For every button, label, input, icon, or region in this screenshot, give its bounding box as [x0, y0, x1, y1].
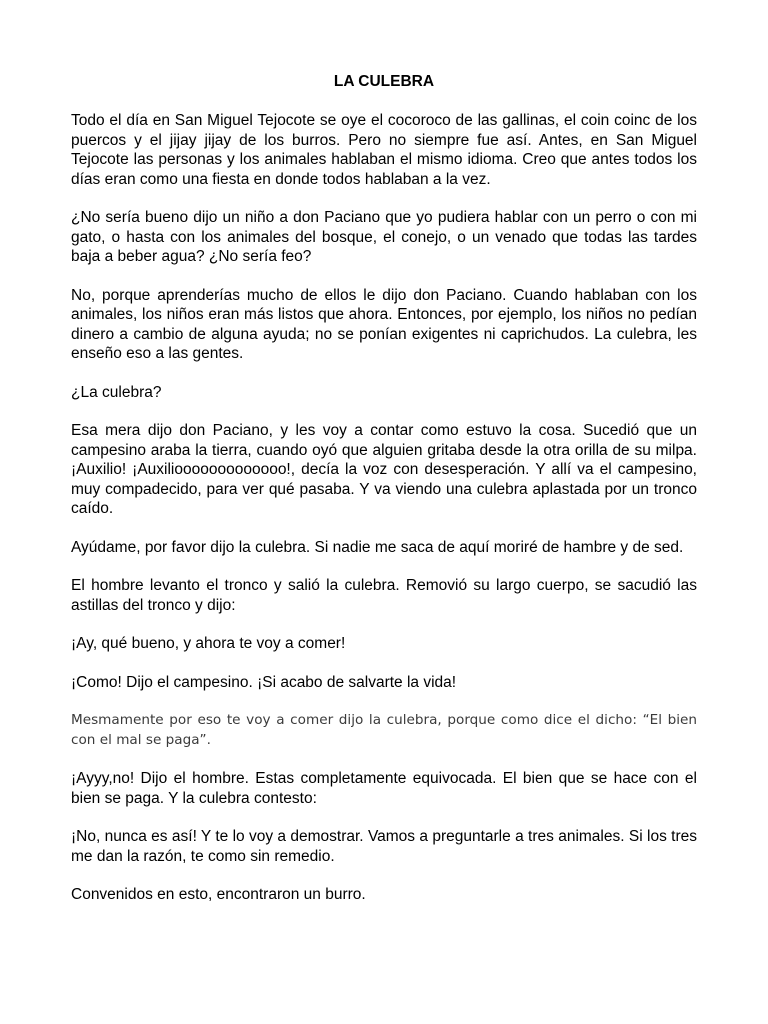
paragraph: ¡No, nunca es así! Y te lo voy a demostrar. Vamos a preguntarle a tres animales. Si los tres me dan la razón, te como sin remedio. — [71, 828, 697, 865]
paragraph: ¡Como! Dijo el campesino. ¡Si acabo de salvarte la vida! — [71, 673, 457, 691]
paragraph: Mesmamente por eso te voy a comer dijo la culebra, porque como dice el dicho: “El bien con el mal se paga”. — [71, 712, 697, 748]
paragraph: No, porque aprenderías mucho de ellos le dijo don Paciano. Cuando hablaban con los animales, los niños eran más listos que ahora. Entonces, por ejemplo, los niños no pedían dinero a cambio de alguna ayuda; no se ponían exigentes ni caprichudos. La culebra, les enseño eso a las gentes. — [71, 286, 697, 362]
paragraph: Ayúdame, por favor dijo la culebra. Si nadie me saca de aquí moriré de hambre y de sed. — [71, 538, 684, 556]
paragraph: El hombre levanto el tronco y salió la culebra. Removió su largo cuerpo, se sacudió las astillas del tronco y dijo: — [71, 577, 697, 614]
document-body — [71, 111, 697, 924]
paragraph: Esa mera dijo don Paciano, y les voy a contar como estuvo la cosa. Sucedió que un campesino araba la tierra, cuando oyó que alguien gritaba desde la otra orilla de su milpa. ¡Auxilio! ¡Auxiliooooooooooooo!, decía la voz con desesperación. Y allí va el campesino, muy compadecido, para ver qué pasaba. Y va viendo una culebra aplastada por un tronco caído. — [71, 422, 697, 517]
paragraph: ¡Ay, qué bueno, y ahora te voy a comer! — [71, 635, 346, 652]
paragraph: ¿No sería bueno dijo un niño a don Paciano que yo pudiera hablar con un perro o con mi gato, o hasta con los animales del bosque, el conejo, o un venado que todas las tardes baja a beber agua? ¿No sería feo? — [71, 209, 697, 265]
paragraph: ¡Ayyy,no! Dijo el hombre. Estas completamente equivocada. El bien que se hace con el bien se paga. Y la culebra contesto: — [71, 770, 697, 807]
paragraph: Convenidos en esto, encontraron un burro. — [71, 886, 366, 903]
paragraph: Todo el día en San Miguel Tejocote se oye el cocoroco de las gallinas, el coin coinc de los puercos y el jijay jijay de los burros. Pero no siempre fue así. Antes, en San Miguel Tejocote las personas y los animales hablaban el mismo idioma. Creo que antes todos los días eran como una fiesta en donde todos hablaban a la vez. — [71, 112, 697, 188]
document-title: LA CULEBRA — [333, 73, 435, 90]
paragraph: ¿La culebra? — [71, 383, 162, 401]
